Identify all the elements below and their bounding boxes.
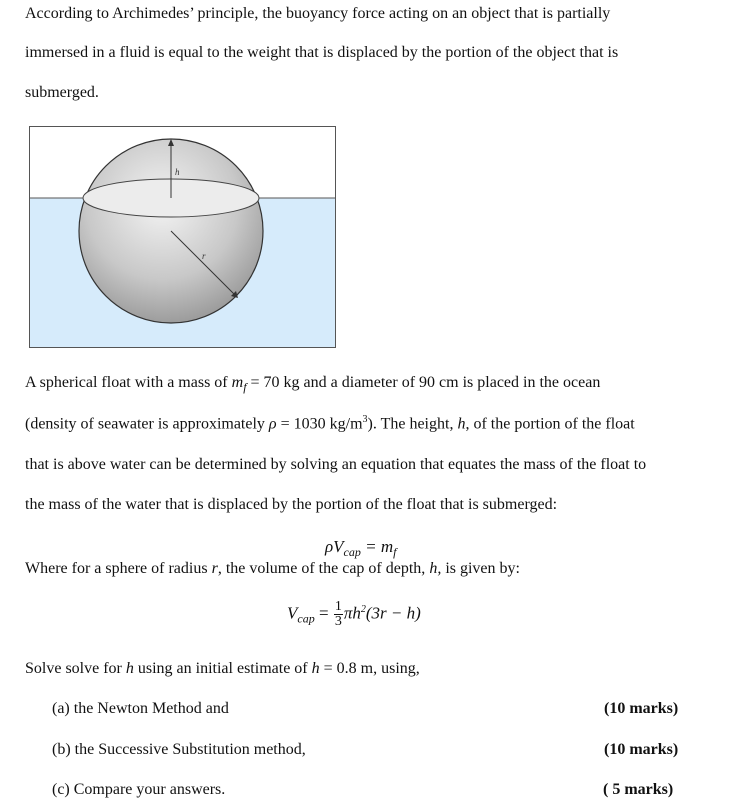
part-b: (b) the Successive Substitution method,	[52, 741, 306, 758]
problem-line-2: (density of seawater is approximately ρ = 1030 $kg/m^3$). The height, h, of the portion of the float	[25, 414, 635, 433]
part-a-marks: (10 marks)	[604, 700, 679, 717]
part-b-marks: (10 marks)	[604, 741, 679, 758]
h-label: h	[175, 167, 180, 177]
problem-line-3: that is above water can be determined by solving an equation that equates the mass of the float to	[25, 456, 647, 473]
intro-line-3: submerged.	[25, 84, 99, 101]
problem-line-1: A spherical float with a mass of $m_f = 70$ kg and a diameter of 90 cm is placed in the ocean	[25, 374, 601, 394]
problem-line-4: the mass of the water that is displaced by the portion of the float that is submerged:	[25, 496, 558, 513]
part-c: (c) Compare your answers.	[52, 781, 226, 798]
r-label: r	[202, 251, 206, 261]
part-c-marks: ( 5 marks)	[603, 781, 674, 798]
equation-cap-volume: $V_{cap}$ = $\frac{1}{3}$ $\pi h^2(3r - h)$	[287, 599, 421, 629]
fraction-one-third: $\frac{1}{3}$	[334, 599, 342, 629]
solve-line: Solve solve for h using an initial estimate of h = 0.8 m, using,	[25, 660, 420, 677]
intro-line-1: According to Archimedes’ principle, the buoyancy force acting on an object that is partially	[25, 5, 611, 22]
where-line: Where for a sphere of radius r, the volume of the cap of depth, h, is given by:	[25, 560, 520, 577]
equation-mass-balance: $\rho V_{cap} = m_f$	[325, 537, 397, 559]
intro-line-2: immersed in a fluid is equal to the weight that is displaced by the portion of the object that is	[25, 44, 619, 61]
sphere-float-figure	[29, 126, 336, 348]
part-a: (a) the Newton Method and	[52, 700, 229, 717]
